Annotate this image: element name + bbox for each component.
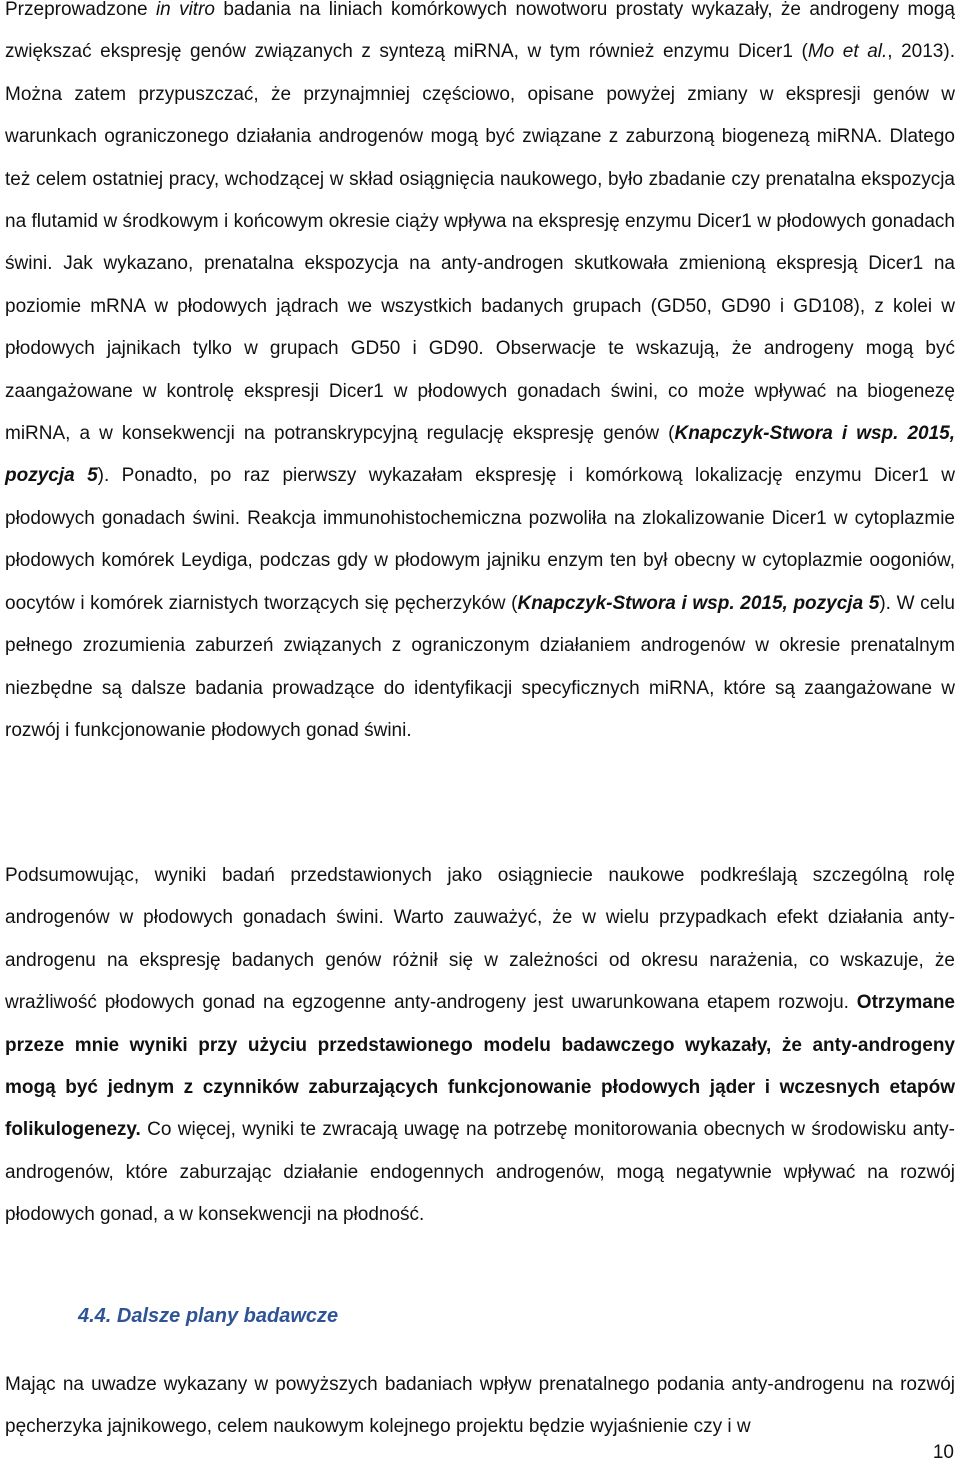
text-run: badania na liniach komórkowych nowotworu prostaty wykazały, że androgeny mogą zwiększać ekspresję genów związanych z syntezą miRNA, w tym również enzymu Dicer1 ( <box>5 0 955 63</box>
text-run: ). W celu pełnego zrozumienia zaburzeń związanych z ograniczonym działaniem androgenów w okresie prenatalnym niezbędne są dalsze badania prowadzące do identyfikacji specyficznych miRNA, które są zaangażowane w rozwój i funkcjonowanie płodowych gonad świni. <box>5 592 956 741</box>
citation-bold-italic: Knapczyk-Stwora i wsp. 2015, pozycja 5 <box>5 423 955 487</box>
paragraph-results-dicer1 <box>5 0 955 752</box>
section-heading: 4.4. Dalsze plany badawcze <box>78 1305 339 1327</box>
text-run: , 2013). Można zatem przypuszczać, że przynajmniej częściowo, opisane powyżej zmiany w ekspresji genów w warunkach ograniczonego działania androgenów mogą być związane z zaburzoną biogenezą miRNA. Dlatego też celem ostatniej pracy, wchodzącej w skład osiągnięcia naukowego, było zbadanie czy prenatalna ekspozycja na flutamid w środkowym i końcowym okresie ciąży wpływa na ekspresję enzymu Dicer1 w płodowych gonadach świni. Jak wykazano, prenatalna ekspozycja na anty-androgen skutkowała zmienioną ekspresją Dicer1 na poziomie mRNA w płodowych jądrach we wszystkich badanych grupach (GD50, GD90 i GD108), z kolei w płodowych jajnikach tylko w grupach GD50 i GD90. Obserwacje te wskazują, że androgeny mogą być zaangażowane w kontrolę ekspresji Dicer1 w płodowych gonadach świni, co może wpływać na biogenezę miRNA, a w konsekwencji na potranskrypcyjną regulację ekspresję genów ( <box>5 41 955 445</box>
text-run-bold: Otrzymane przeze mnie wyniki przy użyciu przedstawionego modelu badawczego wykazały, że anty-androgeny mogą być jednym z czynników zaburzających funkcjonowanie płodowych jąder i wczesnych etapów folikulogenezy. <box>5 992 955 1141</box>
text-run: ). Ponadto, po raz pierwszy wykazałam ekspresję i komórkową lokalizację enzymu Dicer1 w płodowych gonadach świni. Reakcja immunohistochemiczna pozwoliła na zlokalizowanie Dicer1 w cytoplazmie płodowych komórek Leydiga, podczas gdy w płodowym jajniku enzym ten był obecny w cytoplazmie oogoniów, oocytów i komórek ziarnistych tworzących się pęcherzyków ( <box>5 465 955 614</box>
text-run: Przeprowadzone <box>5 0 156 20</box>
paragraph-summary <box>5 855 955 1237</box>
citation-bold-italic: Knapczyk-Stwora i wsp. 2015, pozycja 5 <box>517 592 880 614</box>
citation-italic: Mo et al. <box>807 41 888 63</box>
page-number: 10 <box>932 1442 954 1463</box>
text-run: Podsumowując, wyniki badań przedstawionych jako osiągniecie naukowe podkreślają szczególną rolę androgenów w płodowych gonadach świni. Warto zauważyć, że w wielu przypadkach efekt działania anty-androgenu na ekspresję badanych genów różnił się w zależności od okresu narażenia, co wskazuje, że wrażliwość płodowych gonad na egzogenne anty-androgeny jest uwarunkowana etapem rozwoju. <box>5 865 955 1014</box>
text-run: Co więcej, wyniki te zwracają uwagę na potrzebę monitorowania obecnych w środowisku anty-androgenów, które zaburzając działanie endogennych androgenów, mogą negatywnie wpływać na rozwój płodowych gonad, a w konsekwencji na płodność. <box>5 1119 955 1226</box>
text-run-italic: in vitro <box>155 0 215 20</box>
paragraph-future-plans: Mając na uwadze wykazany w powyższych badaniach wpływ prenatalnego podania anty-androgenu na rozwój pęcherzyka jajnikowego, celem naukowym kolejnego projektu będzie wyjaśnienie czy i w <box>5 1374 955 1438</box>
